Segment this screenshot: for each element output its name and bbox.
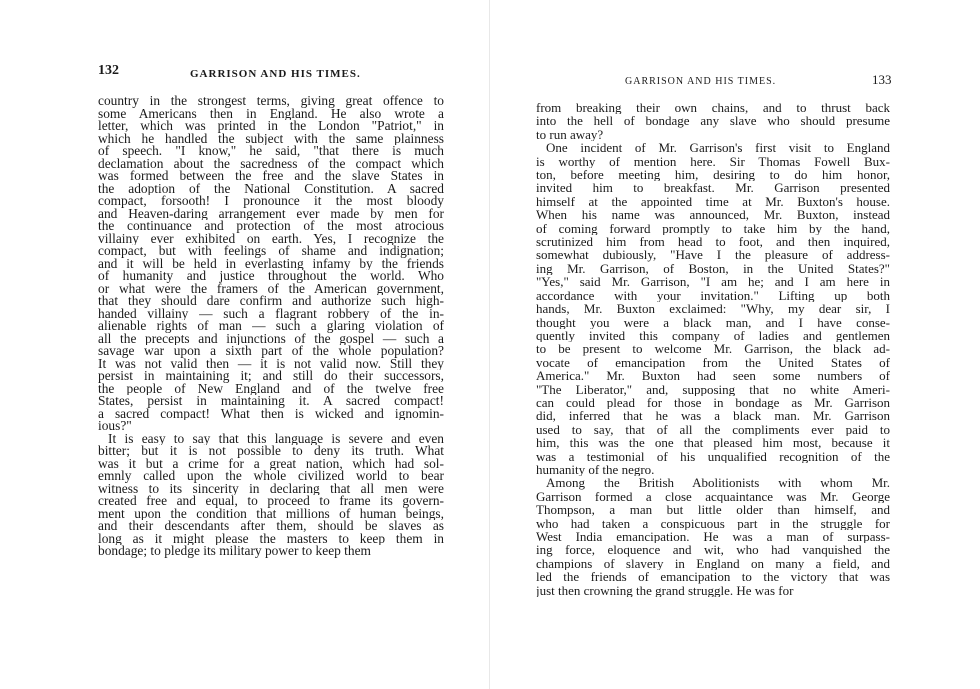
text-line: all the precepts and injunctions of the gospel — such a: [98, 332, 444, 345]
text-line: and Heaven-daring arrangement ever made by men for: [98, 207, 444, 220]
text-line: When his name was announced, Mr. Buxton, instead: [536, 208, 890, 222]
text-line: who had taken a conspicuous part in the struggle for: [536, 516, 890, 530]
text-line: persist in maintaining it; and still do their successors,: [98, 370, 444, 383]
text-line: and their descendants after them, should be slaves as: [98, 520, 444, 533]
text-line: ton, before meeting him, desiring to do him honor,: [536, 168, 890, 182]
text-line: champions of slavery in England on many a field, and: [536, 556, 890, 571]
text-line: emnly called upon the whole civilized world to bear: [98, 470, 444, 483]
text-line: ing force, eloquence and wit, who had vanquished the: [536, 543, 890, 557]
left-running-head: GARRISON AND HIS TIMES.: [190, 68, 361, 80]
text-line: bondage; to pledge its military power to keep them: [98, 545, 371, 558]
text-line: him, this was the one that pleased him most, because it: [536, 436, 890, 450]
text-line: It was not valid then — it is not valid now. Still they: [98, 357, 444, 370]
text-line: from breaking their own chains, and to thrust back: [536, 101, 890, 115]
text-line: the people of New England and of the twelve free: [98, 382, 444, 395]
book-gutter: [489, 0, 490, 689]
text-line: can could plead for those in bondage as Mr. Garrison: [536, 395, 890, 410]
left-page-number: 132: [98, 63, 119, 78]
right-page-body: [536, 101, 890, 597]
text-line: the adoption of the National Constitution. A sacred: [98, 182, 444, 195]
text-line: into the hell of bondage any slave who should presume: [536, 114, 890, 128]
right-page-number: 133: [872, 72, 892, 87]
text-line: savage war upon a sixth part of the whole population?: [98, 345, 444, 358]
text-line: accordance with your invitation." Lifting up both: [536, 288, 890, 303]
text-line: scrutinized him from head to foot, and then inquired,: [536, 235, 890, 249]
text-line: somewhat dubiously, "Have I the pleasure of address-: [536, 248, 890, 262]
text-line: and it will be held in everlasting infamy by the friends: [98, 257, 444, 270]
right-running-head: GARRISON AND HIS TIMES.: [625, 76, 777, 87]
text-line: thought you were a black man, and I have conse-: [536, 315, 890, 329]
text-line: of coming forward promptly to take him by the hand,: [536, 221, 890, 236]
text-line: himself at the appointed time at Mr. Buxton's house.: [536, 194, 890, 209]
left-page-body: [98, 95, 444, 558]
text-line: of humanity and justice throughout the world. Who: [98, 270, 444, 283]
text-line: declamation about the sacredness of the compact which: [98, 157, 444, 170]
text-line: letter, which was printed in the London "Patriot," in: [98, 120, 444, 133]
text-line: quently invited this company of ladies and gentlemen: [536, 328, 890, 343]
text-line: ment upon the condition that millions of human beings,: [98, 507, 444, 520]
text-line: the continuance and protection of the most atrocious: [98, 220, 444, 233]
text-line: bitter; but it is not possible to deny its truth. What: [98, 445, 444, 458]
text-line: did, inferred that he was a black man. Mr. Garrison: [536, 409, 890, 423]
text-line: vocate of emancipation from the United States of: [536, 355, 890, 370]
text-line: West India emancipation. He was a man of surpass-: [536, 530, 890, 544]
text-line: was a testimonial of his unqualified recognition of the: [536, 449, 890, 463]
text-line: a sacred compact! What then is wicked and ignomin-: [98, 407, 444, 420]
text-line: compact, forsooth! I pronounce it the most bloody: [98, 195, 444, 208]
text-line: that they should dare confirm and authorize such high-: [98, 295, 444, 308]
text-line: witness to its sincerity in declaring that all men were: [98, 482, 444, 495]
text-line: "Yes," said Mr. Garrison, "I am he; and I am here in: [536, 275, 890, 289]
text-line: compact, but with feelings of shame and indignation;: [98, 245, 444, 258]
text-line: ing Mr. Garrison, of Boston, in the United States?": [536, 261, 890, 276]
text-line: One incident of Mr. Garrison's first visit to England: [546, 141, 890, 155]
text-line: led the friends of emancipation to the victory that was: [536, 570, 890, 584]
text-line: created free and equal, to proceed to frame its govern-: [98, 495, 444, 508]
text-line: just then crowning the grand struggle. He was for: [536, 583, 794, 598]
text-line: some Americans then in England. He also wrote a: [98, 107, 444, 120]
text-line: alienable rights of man — such a glaring violation of: [98, 320, 444, 333]
text-line: America." Mr. Buxton had seen some numbers of: [536, 369, 890, 383]
text-line: hands, Mr. Buxton exclaimed: "Why, my dear sir, I: [536, 302, 890, 316]
text-line: of speech. "I know," he said, "that there is much: [98, 145, 444, 158]
text-line: or what were the framers of the American government,: [98, 282, 444, 295]
text-line: It is easy to say that this language is severe and even: [108, 432, 444, 445]
text-line: "The Liberator," and, supposing that no white Ameri-: [536, 382, 890, 396]
text-line: long as it might please the masters to keep them in: [98, 532, 444, 545]
text-line: invited him to breakfast. Mr. Garrison presented: [536, 181, 890, 195]
text-line: used to say, that of all the compliments ever paid to: [536, 422, 890, 437]
text-line: was it but a crime for a great nation, which had sol-: [98, 457, 444, 470]
text-line: villainy ever exhibited on earth. Yes, I recognize the: [98, 232, 444, 245]
text-line: country in the strongest terms, giving great offence to: [98, 95, 444, 108]
text-line: which he handled the subject with the same plainness: [98, 132, 444, 145]
text-line: humanity of the negro.: [536, 462, 655, 477]
text-line: is worthy of mention here. Sir Thomas Fowell Bux-: [536, 154, 890, 169]
text-line: to run away?: [536, 127, 604, 142]
text-line: States, persist in maintaining it. A sacred compact!: [98, 395, 444, 408]
text-line: was formed between the free and the slave States in: [98, 170, 444, 183]
text-line: to be present to welcome Mr. Garrison, the black ad-: [536, 342, 890, 356]
text-line: Thompson, a man but little older than himself, and: [536, 503, 890, 517]
text-line: Among the British Abolitionists with whom Mr.: [546, 476, 890, 490]
text-line: Garrison formed a close acquaintance was Mr. George: [536, 489, 890, 504]
text-line: ious?": [98, 420, 132, 433]
text-line: handed villainy — such a flagrant robbery of the in-: [98, 307, 444, 320]
